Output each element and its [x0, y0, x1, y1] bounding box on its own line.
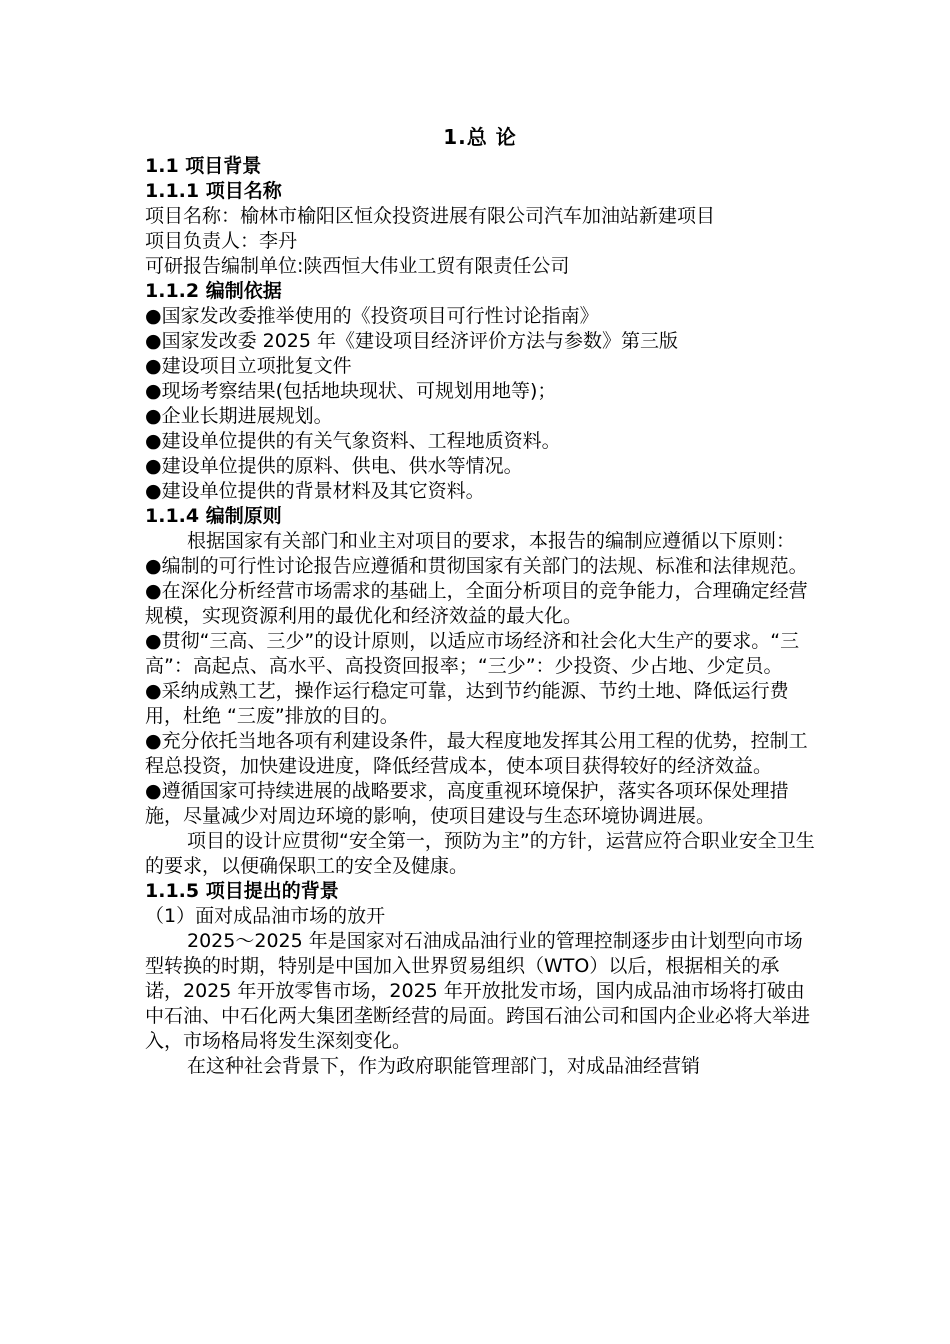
basis-item: ●建设项目立项批复文件: [145, 355, 352, 377]
document-page: [145, 120, 815, 1079]
basis-item: ●国家发改委 2025 年《建设项目经济评价方法与参数》第三版: [145, 330, 679, 352]
subsection-1-heading: （1）面对成品油市场的放开: [145, 905, 386, 927]
principle-item: ●贯彻“三高、三少”的设计原则，以适应市场经济和社会化大生产的要求。“三高”：高起点、高水平、高投资回报率；“三少”：少投资、少占地、少定员。: [145, 630, 800, 677]
report-unit-text: 可研报告编制单位:陕西恒大伟业工贸有限责任公司: [145, 255, 570, 277]
section-1-1-heading: 1.1 项目背景: [145, 155, 262, 177]
section-1-1-5-heading: 1.1.5 项目提出的背景: [145, 880, 339, 902]
principle-item: ●遵循国家可持续进展的战略要求，高度重视环境保护，落实各项环保处理措施，尽量减少对周边环境的影响，使项目建设与生态环境协调进展。: [145, 780, 789, 827]
basis-item: ●建设单位提供的背景材料及其它资料。: [145, 480, 485, 502]
principles-intro-paragraph: 根据国家有关部门和业主对项目的要求，本报告的编制应遵循以下原则：: [187, 530, 796, 552]
section-1-1-4-heading: 1.1.4 编制原则: [145, 505, 282, 527]
basis-item: ●企业长期进展规划。: [145, 405, 333, 427]
basis-item: ●建设单位提供的有关气象资料、工程地质资料。: [145, 430, 561, 452]
project-name-text: 项目名称：榆林市榆阳区恒众投资进展有限公司汽车加油站新建项目: [145, 205, 716, 227]
background-paragraph: 2025～2025 年是国家对石油成品油行业的管理控制逐步由计划型向市场型转换的时期，特别是中国加入世界贸易组织（WTO）以后，根据相关的承诺，2025 年开放零售市场，2025 年开放批发市场，国内成品油市场将打破由中石油、中石化两大集团垄断经营的局面。跨国石油公司和国内企业必将大举进入，市场格局将发生深刻变化。: [145, 930, 811, 1052]
section-1-1-2-heading: 1.1.2 编制依据: [145, 280, 282, 302]
principle-item: ●在深化分析经营市场需求的基础上，全面分析项目的竞争能力，合理确定经营规模，实现资源利用的最优化和经济效益的最大化。: [145, 580, 808, 627]
section-1-1-1-heading: 1.1.1 项目名称: [145, 180, 282, 202]
project-leader-text: 项目负责人：李丹: [145, 230, 298, 252]
principle-item: ●编制的可行性讨论报告应遵循和贯彻国家有关部门的法规、标准和法律规范。: [145, 555, 808, 577]
document-title: 1.总 论: [443, 125, 517, 149]
principle-item: ●充分依托当地各项有利建设条件，最大程度地发挥其公用工程的优势，控制工程总投资，加快建设进度，降低经营成本，使本项目获得较好的经济效益。: [145, 730, 808, 777]
basis-item: ●国家发改委推举使用的《投资项目可行性讨论指南》: [145, 305, 599, 327]
background-paragraph-continued: 在这种社会背景下，作为政府职能管理部门，对成品油经营销: [187, 1055, 701, 1077]
principle-item: ●采纳成熟工艺，操作运行稳定可靠，达到节约能源、节约土地、降低运行费用，杜绝 “三废”排放的目的。: [145, 680, 789, 727]
basis-item: ●现场考察结果(包括地块现状、可规划用地等)；: [145, 380, 557, 402]
basis-item: ●建设单位提供的原料、供电、供水等情况。: [145, 455, 523, 477]
principles-closing-paragraph: 项目的设计应贯彻“安全第一，预防为主”的方针，运营应符合职业安全卫生的要求，以便确保职工的安全及健康。: [145, 830, 815, 877]
